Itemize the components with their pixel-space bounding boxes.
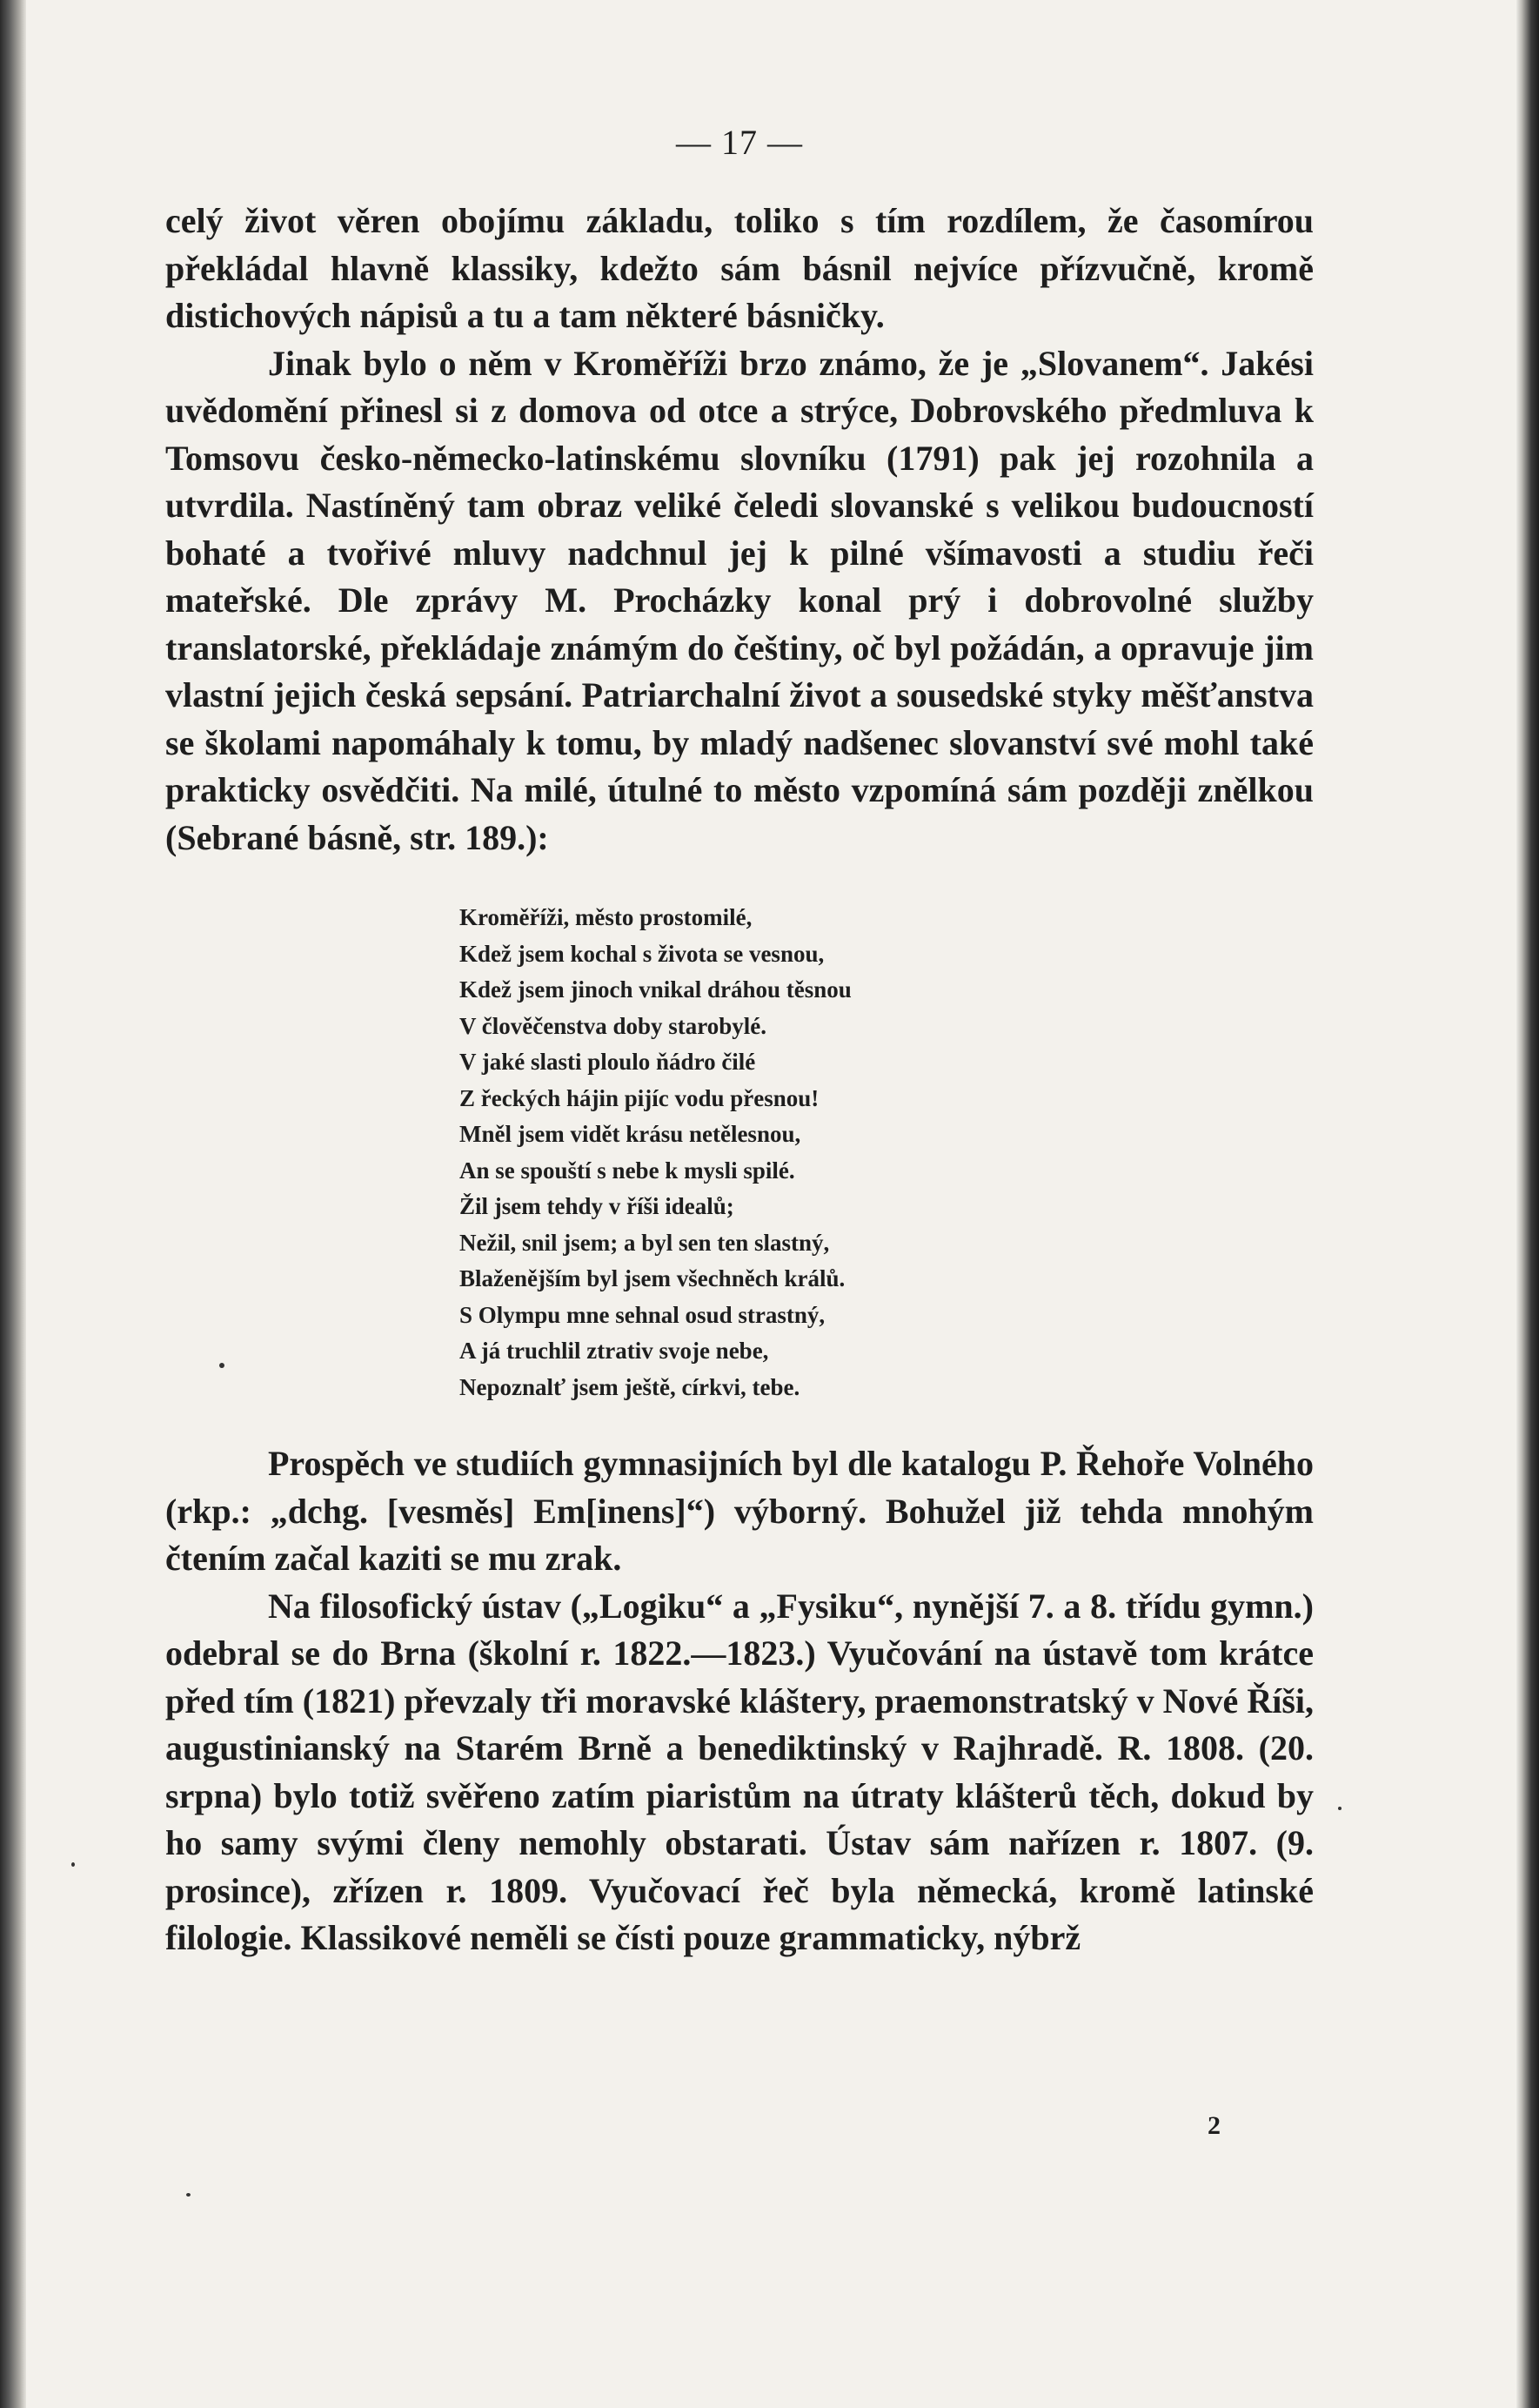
scan-edge-left [0,0,26,2408]
poem-line: Kdež jsem jinoch vnikal dráhou těsnou [459,976,852,1003]
poem-line: Nežil, snil jsem; a byl sen ten slastný, [459,1229,830,1256]
scan-edge-right [1516,0,1539,2408]
paragraph-4: Na filosofický ústav („Logiku“ a „Fysiku“, nynější 7. a 8. třídu gymn.) odebral se do Brna (školní r. 1822.—1823.) Vyučování na ústavě tom krátce před tím (1821) převzaly tři moravské kláštery, praemonstratský v Nové Říši, augustinianský na Starém Brně a benediktinský v Rajhradě. R. 1808. (20. srpna) bylo totiž svěřeno zatím piaristům na útraty klášterů těch, dokud by ho samy svými členy nemohly obstarati. Ústav sám nařízen r. 1807. (9. prosince), zřízen r. 1809. Vyučovací řeč byla německá, kromě latinské filologie. Klassikové neměli se čísti pouze grammaticky, nýbrž [165,1586,1314,1957]
page-number: — 17 — [676,123,803,162]
poem-line: Kroměříži, město prostomilé, [459,904,753,930]
poem-line: A já truchlil ztrativ svoje nebe, [459,1338,769,1364]
poem-line: V člověčenstva doby starobylé. [459,1012,766,1039]
paragraph-1: celý život věren obojímu základu, toliko s tím rozdílem, že časomírou překládal hlavně klassiky, kdežto sám básnil nejvíce přízvučně, kromě distichových nápisů a tu a tam některé básničky. [165,201,1314,335]
poem-line: Kdež jsem kochal s života se vesnou, [459,940,825,967]
scan-speck [219,1363,224,1368]
scan-speck [71,1862,75,1867]
poem-line: Mněl jsem vidět krásu netělesnou, [459,1121,801,1147]
poem-line: Nepoznalť jsem ještě, církvi, tebe. [459,1373,800,1400]
poem-line: Z řeckých hájin pijíc vodu přesnou! [459,1084,820,1111]
poem-line: V jaké slasti ploulo ňádro čilé [459,1049,756,1075]
paragraph-3: Prospěch ve studiích gymnasijních byl dle katalogu P. Řehoře Volného (rkp.: „dchg. [vesměs] Em[inens]“) výborný. Bohužel již tehda mnohým čtením začal kaziti se mu zrak. [165,1444,1314,1578]
poem-line: An se spouští s nebe k mysli spilé. [459,1157,795,1184]
poem-line: Žil jsem tehdy v říši idealů; [459,1193,734,1219]
signature-mark: 2 [1208,2111,1221,2140]
poem-line: Blaženějším byl jsem všechněch králů. [459,1265,846,1291]
scan-speck [186,2193,191,2197]
scan-speck [1338,1807,1342,1810]
paragraph-2: Jinak bylo o něm v Kroměříži brzo známo, že je „Slovanem“. Jakési uvědomění přinesl si z domova od otce a strýce, Dobrovského předmluva k Tomsovu česko-německo-latinskému slovníku (1791) pak jej rozohnila a utvrdila. Nastíněný tam obraz veliké čeledi slovanské s velikou budoucností bohaté a tvořivé mluvy nadchnul jej k pilné všímavosti a studiu řeči mateřské. Dle zprávy M. Procházky konal prý i dobrovolné služby translatorské, překládaje známým do češtiny, oč byl požádán, a opravuje jim vlastní jejich česká sepsání. Patriarchalní život a sousedské styky měšťanstva se školami napomáhaly k tomu, by mladý nadšenec slovanství své mohl také prakticky osvědčiti. Na milé, útulné to město vzpomíná sám později znělkou (Sebrané básně, str. 189.): [165,343,1314,857]
poem-line: S Olympu mne sehnal osud strastný, [459,1301,826,1328]
page-body [165,122,1314,1962]
sonnet-poem [459,900,1314,1405]
